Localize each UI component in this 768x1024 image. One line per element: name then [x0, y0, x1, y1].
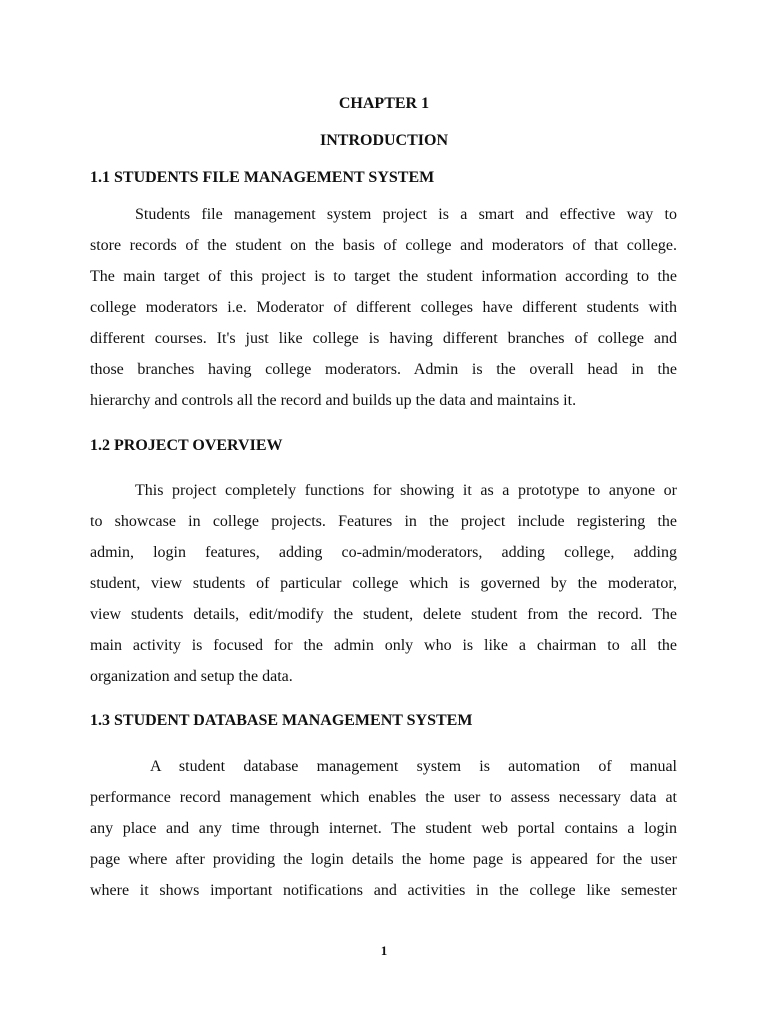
paragraph-line: The main target of this project is to target the student information according to the: [90, 268, 677, 285]
paragraph-line: different courses. It's just like college is having different branches of college and: [90, 330, 677, 347]
paragraph-line: those branches having college moderators. Admin is the overall head in the: [90, 361, 677, 378]
paragraph-line: A student database management system is automation of manual: [150, 758, 677, 775]
paragraph-line: to showcase in college projects. Features in the project include registering the: [90, 513, 677, 530]
paragraph-line: admin, login features, adding co-admin/moderators, adding college, adding: [90, 544, 677, 561]
section-heading-1-1: 1.1 STUDENTS FILE MANAGEMENT SYSTEM: [90, 169, 435, 186]
section-paragraph-1-3: [90, 751, 677, 906]
paragraph-line: hierarchy and controls all the record and builds up the data and maintains it.: [90, 392, 577, 409]
chapter-label: CHAPTER 1: [338, 95, 430, 112]
paragraph-line: Students file management system project is a smart and effective way to: [135, 206, 677, 223]
section-heading-1-3: 1.3 STUDENT DATABASE MANAGEMENT SYSTEM: [90, 712, 473, 729]
paragraph-line: organization and setup the data.: [90, 668, 293, 685]
paragraph-line: any place and any time through internet. The student web portal contains a login: [90, 820, 677, 837]
paragraph-line: student, view students of particular college which is governed by the moderator,: [90, 575, 677, 592]
section-paragraph-1-1: [90, 199, 677, 416]
paragraph-line: where it shows important notifications and activities in the college like semester: [90, 882, 677, 899]
paragraph-line: page where after providing the login details the home page is appeared for the user: [90, 851, 677, 868]
paragraph-line: This project completely functions for showing it as a prototype to anyone or: [135, 482, 677, 499]
chapter-title: INTRODUCTION: [319, 132, 448, 149]
paragraph-line: view students details, edit/modify the student, delete student from the record. The: [90, 606, 677, 623]
paragraph-line: performance record management which enables the user to assess necessary data at: [90, 789, 677, 806]
paragraph-line: main activity is focused for the admin only who is like a chairman to all the: [90, 637, 677, 654]
paragraph-line: college moderators i.e. Moderator of different colleges have different students with: [90, 299, 677, 316]
page-number: 1: [380, 943, 388, 958]
section-paragraph-1-2: [90, 475, 677, 692]
section-heading-1-2: 1.2 PROJECT OVERVIEW: [90, 437, 283, 454]
paragraph-line: store records of the student on the basis of college and moderators of that college.: [90, 237, 677, 254]
